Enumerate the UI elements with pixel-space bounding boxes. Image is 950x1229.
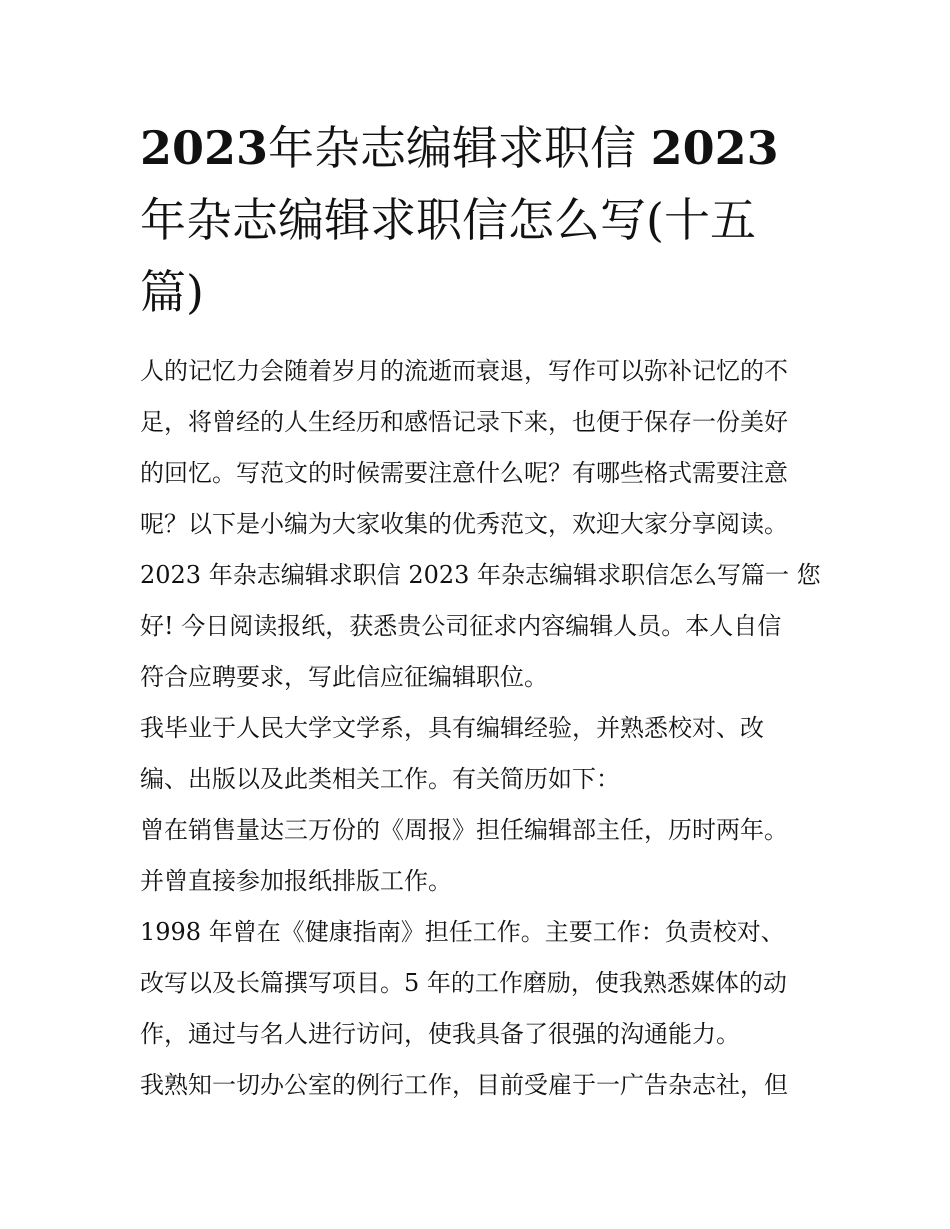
title-line-3: 篇) — [140, 265, 204, 319]
title-text: 年杂志编辑求职信 — [268, 121, 637, 175]
text-line: 人的记忆力会随着岁月的流逝而衰退，写作可以弥补记忆的不 — [140, 357, 788, 385]
text-line: 2023 年杂志编辑求职信 2023 年杂志编辑求职信怎么写篇一 您 — [140, 561, 821, 589]
paragraph-weekly — [140, 805, 820, 907]
title-line-2: 年杂志编辑求职信怎么写(十五 — [140, 193, 756, 247]
paragraph-office — [140, 1060, 820, 1111]
paragraph-education — [140, 703, 820, 805]
text-line: 作，通过与名人进行访问，使我具备了很强的沟通能力。 — [140, 1020, 740, 1048]
text-line: 改写以及长篇撰写项目。5 年的工作磨励，使我熟悉媒体的动 — [140, 969, 787, 997]
document-title — [140, 112, 820, 328]
text-line: 编、出版以及此类相关工作。有关简历如下： — [140, 765, 620, 793]
paragraph-intro — [140, 346, 820, 550]
text-line: 好! 今日阅读报纸，获悉贵公司征求内容编辑人员。本人自信 — [140, 612, 782, 640]
title-line-1 — [140, 112, 820, 184]
text-line: 并曾直接参加报纸排版工作。 — [140, 867, 452, 895]
paragraph-health-guide — [140, 907, 820, 1060]
text-line: 的回忆。写范文的时候需要注意什么呢？有哪些格式需要注意 — [140, 459, 788, 487]
text-line: 符合应聘要求，写此信应征编辑职位。 — [140, 663, 548, 691]
text-line: 我毕业于人民大学文学系，具有编辑经验，并熟悉校对、改 — [140, 714, 764, 742]
text-line: 足，将曾经的人生经历和感悟记录下来，也便于保存一份美好 — [140, 408, 788, 436]
title-year-2: 2023 — [650, 121, 779, 175]
text-line: 我熟知一切办公室的例行工作，目前受雇于一广告杂志社，但 — [140, 1071, 788, 1099]
paragraph-greeting — [140, 550, 820, 703]
text-line: 1998 年曾在《健康指南》担任工作。主要工作：负责校对、 — [140, 918, 785, 946]
document-page — [140, 112, 820, 1111]
text-line: 曾在销售量达三万份的《周报》担任编辑部主任，历时两年。 — [140, 816, 788, 844]
text-line: 呢？以下是小编为大家收集的优秀范文，欢迎大家分享阅读。 — [140, 510, 788, 538]
document-body — [140, 346, 820, 1111]
title-year: 2023 — [140, 121, 269, 175]
